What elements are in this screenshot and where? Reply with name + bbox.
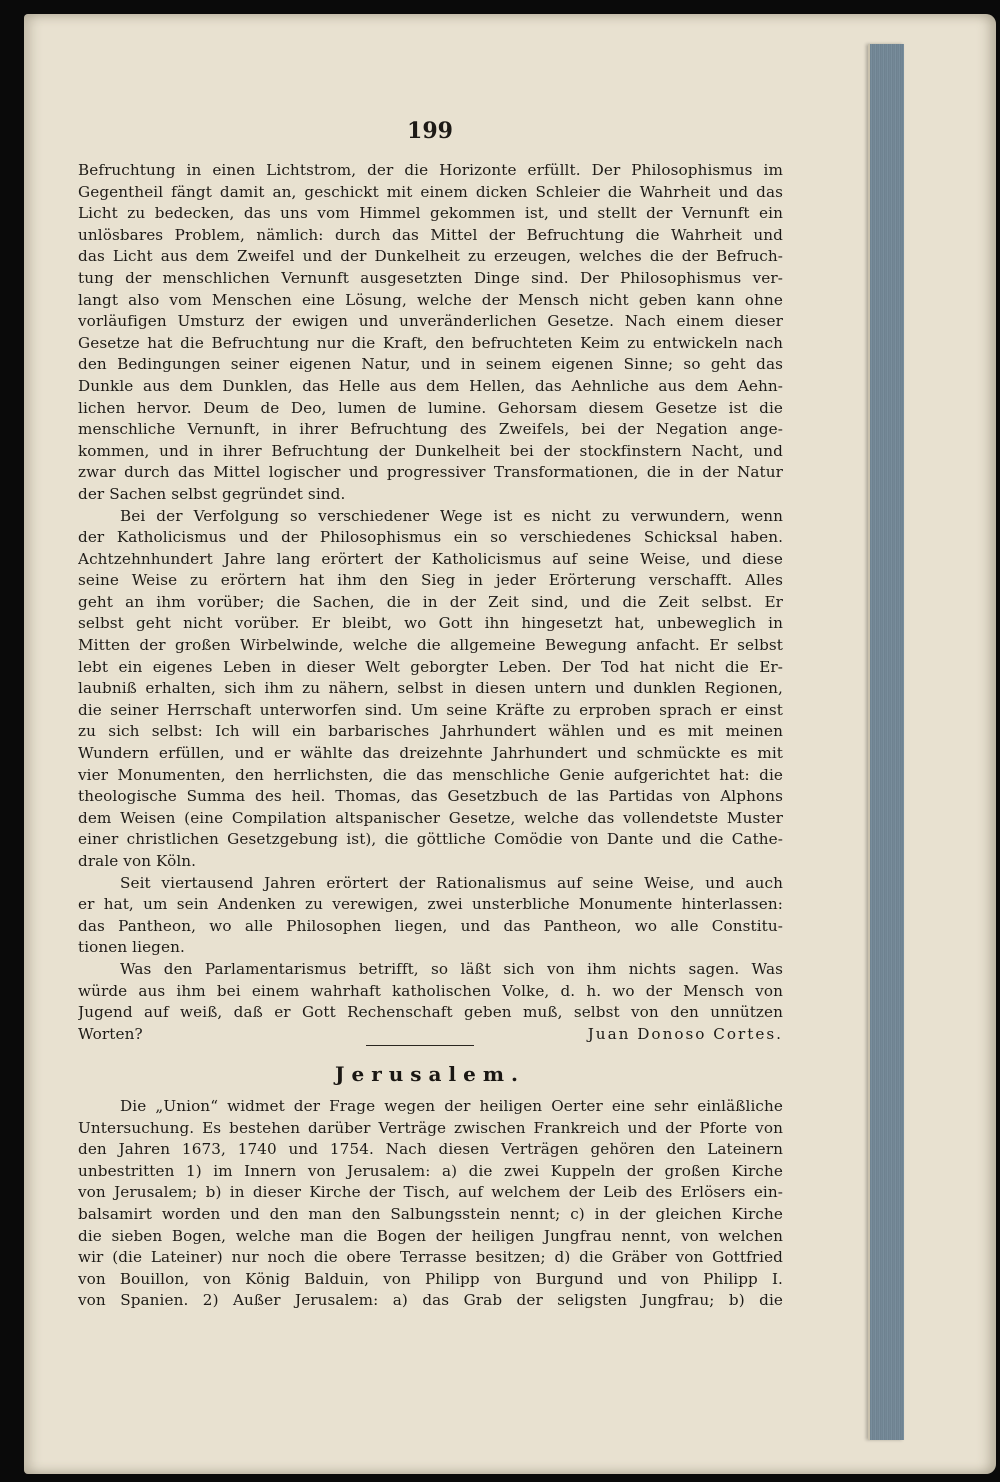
text-line: Gesetze hat die Befruchtung nur die Kraft, den befruchteten Keim zu entwickeln nach bbox=[78, 333, 783, 352]
text-line: zwar durch das Mittel logischer und progressiver Transformationen, die in der Natur bbox=[78, 463, 783, 482]
text-line: das Pantheon, wo alle Philosophen liegen, und das Pantheon, wo alle Constitu- bbox=[78, 916, 783, 935]
text-line: er hat, um sein Andenken zu verewigen, zwei unsterbliche Monumente hinterlassen: bbox=[78, 895, 783, 914]
author-signature: Juan Donoso Cortes. bbox=[587, 1024, 783, 1043]
text-line: der Sachen selbst gegründet sind. bbox=[78, 484, 346, 503]
text-line: unbestritten 1) im Innern von Jerusalem: a) die zwei Kuppeln der großen Kirche bbox=[78, 1161, 783, 1180]
section-heading: Jerusalem. bbox=[335, 1062, 525, 1086]
text-line: Bei der Verfolgung so verschiedener Wege ist es nicht zu verwundern, wenn bbox=[120, 506, 783, 525]
text-line: die sieben Bogen, welche man die Bogen der heiligen Jungfrau nennt, von welchen bbox=[78, 1226, 783, 1245]
page-edges bbox=[868, 44, 904, 1440]
text-line: geht an ihm vorüber; die Sachen, die in der Zeit sind, und die Zeit selbst. Er bbox=[78, 592, 783, 611]
text-line: Was den Parlamentarismus betrifft, so läßt sich von ihm nichts sagen. Was bbox=[120, 959, 783, 978]
text-line: theologische Summa des heil. Thomas, das Gesetzbuch de las Partidas von Alphons bbox=[78, 787, 783, 806]
text-line: Achtzehnhundert Jahre lang erörtert der Katholicismus auf seine Weise, und diese bbox=[78, 549, 783, 568]
text-line: den Jahren 1673, 1740 und 1754. Nach diesen Verträgen gehören den Lateinern bbox=[78, 1140, 783, 1159]
text-line: langt also vom Menschen eine Lösung, welche der Mensch nicht geben kann ohne bbox=[78, 290, 783, 309]
text-line: Die „Union“ widmet der Frage wegen der heiligen Oerter eine sehr einläßliche bbox=[120, 1097, 783, 1115]
text-line: von Bouillon, von König Balduin, von Philipp von Burgund und von Philipp I. bbox=[78, 1269, 783, 1288]
text-line: Jugend auf weiß, daß er Gott Rechenschaft geben muß, selbst von den unnützen bbox=[78, 1003, 783, 1022]
text-line: der Katholicismus und der Philosophismus ein so verschiedenes Schicksal haben. bbox=[78, 528, 783, 547]
section-divider bbox=[366, 1045, 474, 1046]
text-line: wir (die Lateiner) nur noch die obere Terrasse besitzen; d) die Gräber von Gottfried bbox=[78, 1248, 783, 1267]
text-line: Untersuchung. Es bestehen darüber Verträge zwischen Frankreich und der Pforte von bbox=[78, 1118, 783, 1137]
text-line: von Jerusalem; b) in dieser Kirche der Tisch, auf welchem der Leib des Erlösers ein- bbox=[78, 1183, 783, 1202]
text-line: den Bedingungen seiner eigenen Natur, und in seinem eigenen Sinne; so geht das bbox=[78, 355, 783, 374]
text-line: drale von Köln. bbox=[78, 852, 197, 870]
text-line: würde aus ihm bei einem wahrhaft katholischen Volke, d. h. wo der Mensch von bbox=[78, 981, 783, 1000]
text-line: einer christlichen Gesetzgebung ist), die göttliche Comödie von Dante und die Cathe- bbox=[78, 830, 783, 849]
body-text-section-2 bbox=[78, 1096, 783, 1312]
text-line: zu sich selbst: Ich will ein barbarisches Jahrhundert wählen und es mit meinen bbox=[78, 722, 783, 741]
text-line: tionen liegen. bbox=[78, 938, 185, 957]
signature-left: Worten? bbox=[78, 1024, 143, 1043]
page-number: 199 bbox=[407, 118, 453, 144]
text-line: lichen hervor. Deum de Deo, lumen de lumine. Gehorsam diesem Gesetze ist die bbox=[78, 398, 783, 417]
text-line: das Licht aus dem Zweifel und der Dunkelheit zu erzeugen, welches die der Befruch- bbox=[78, 247, 783, 266]
text-line: unlösbares Problem, nämlich: durch das Mittel der Befruchtung die Wahrheit und bbox=[78, 225, 783, 244]
text-line: Licht zu bedecken, das uns vom Himmel gekommen ist, und stellt der Vernunft ein bbox=[78, 204, 783, 223]
text-line: laubniß erhalten, sich ihm zu nähern, selbst in diesen untern und dunklen Regionen, bbox=[78, 679, 783, 698]
text-line: Dunkle aus dem Dunklen, das Helle aus dem Hellen, das Aehnliche aus dem Aehn- bbox=[78, 376, 783, 395]
text-line: Befruchtung in einen Lichtstrom, der die Horizonte erfüllt. Der Philosophismus im bbox=[78, 161, 783, 179]
text-line: dem Weisen (eine Compilation altspanischer Gesetze, welche das vollendetste Muster bbox=[78, 808, 783, 827]
text-line: Mitten der großen Wirbelwinde, welche die allgemeine Bewegung anfacht. Er selbst bbox=[78, 636, 783, 655]
text-line: menschliche Vernunft, in ihrer Befruchtung des Zweifels, bei der Negation ange- bbox=[78, 420, 783, 439]
text-line: lebt ein eigenes Leben in dieser Welt geborgter Leben. Der Tod hat nicht die Er- bbox=[78, 657, 783, 676]
text-line: selbst geht nicht vorüber. Er bleibt, wo Gott ihn hingesetzt hat, unbeweglich in bbox=[78, 614, 783, 633]
text-line: vorläufigen Umsturz der ewigen und unveränderlichen Gesetze. Nach einem dieser bbox=[78, 312, 783, 331]
body-text-section-1 bbox=[78, 160, 783, 1045]
text-line bbox=[78, 1024, 783, 1046]
text-line: balsamirt worden und den man den Salbungsstein nennt; c) in der gleichen Kirche bbox=[78, 1204, 783, 1223]
text-line: seine Weise zu erörtern hat ihm den Sieg in jeder Erörterung verschafft. Alles bbox=[78, 571, 783, 590]
text-line: Seit viertausend Jahren erörtert der Rationalismus auf seine Weise, und auch bbox=[120, 873, 783, 892]
text-line: von Spanien. 2) Außer Jerusalem: a) das Grab der seligsten Jungfrau; b) die bbox=[78, 1291, 783, 1310]
text-line: die seiner Herrschaft unterworfen sind. Um seine Kräfte zu erproben sprach er einst bbox=[78, 700, 783, 719]
text-line: Wundern erfüllen, und er wählte das dreizehnte Jahrhundert und schmückte es mit bbox=[78, 744, 783, 763]
text-line: kommen, und in ihrer Befruchtung der Dunkelheit bei der stockfinstern Nacht, und bbox=[78, 441, 783, 460]
text-line: vier Monumenten, den herrlichsten, die das menschliche Genie aufgerichtet hat: die bbox=[78, 765, 783, 784]
text-line: tung der menschlichen Vernunft ausgesetzten Dinge sind. Der Philosophismus ver- bbox=[78, 268, 783, 287]
text-line: Gegentheil fängt damit an, geschickt mit einem dicken Schleier die Wahrheit und das bbox=[78, 182, 783, 201]
